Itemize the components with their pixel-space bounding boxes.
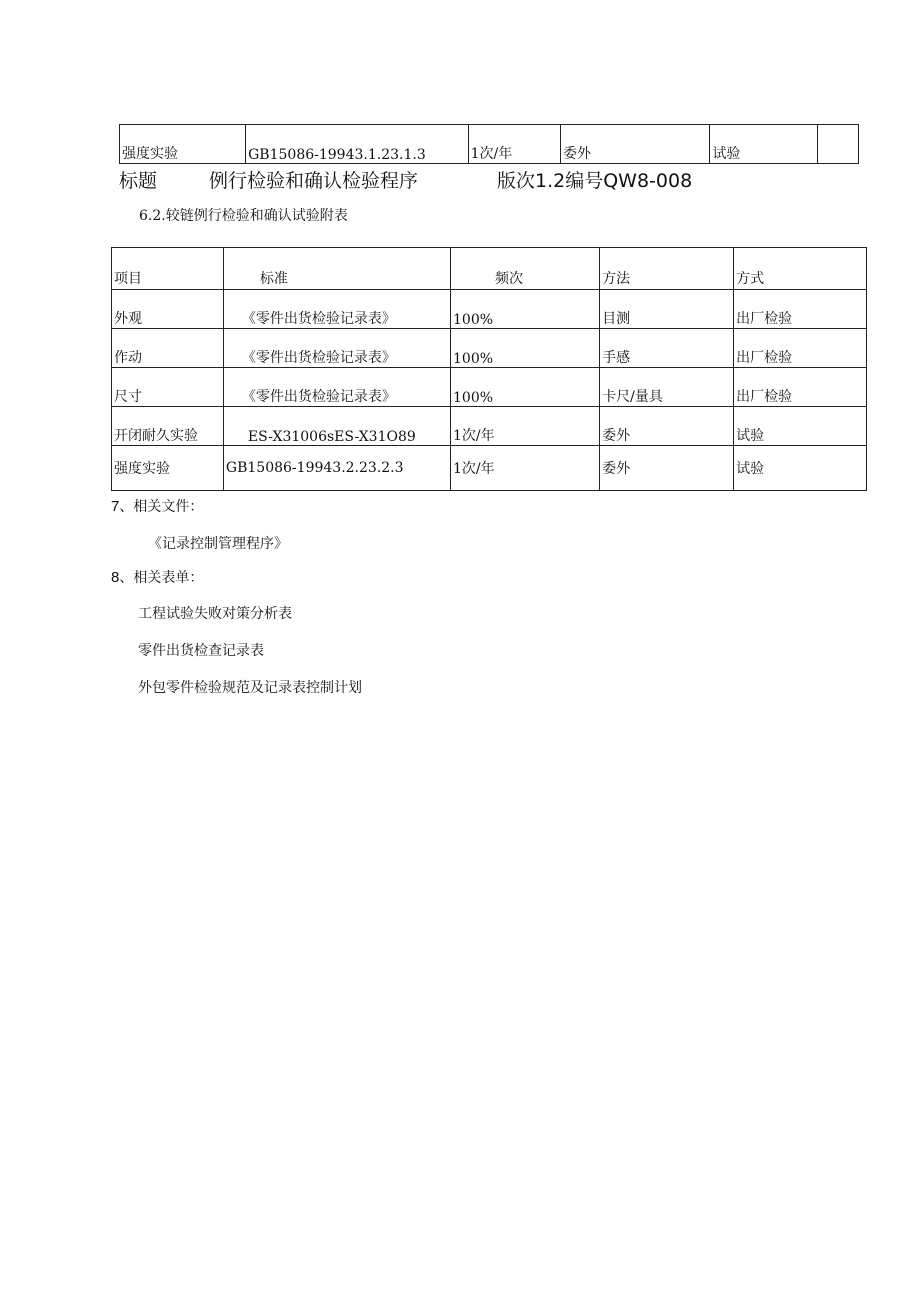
cell-empty bbox=[818, 125, 859, 164]
table-row bbox=[112, 290, 867, 329]
cell-frequency: 1次/年 bbox=[451, 407, 600, 446]
section-8-label: 、相关表单： bbox=[119, 570, 204, 586]
section-7-heading bbox=[111, 496, 203, 516]
section-8-number: 8 bbox=[111, 569, 120, 586]
inspection-table bbox=[111, 247, 867, 491]
cell-standard: ES-X31006sES-X31O89 bbox=[223, 407, 450, 446]
cell-standard: GB15086-19943.1.23.1.3 bbox=[246, 125, 468, 164]
related-document-item: 《记录控制管理程序》 bbox=[148, 536, 288, 552]
section-7-number: 7 bbox=[111, 498, 120, 515]
cell-item: 开闭耐久实验 bbox=[112, 407, 224, 446]
section-6-2-heading: 6.2.较链例行检验和确认试验附表 bbox=[139, 208, 348, 224]
table-row bbox=[112, 368, 867, 407]
cell-item: 强度实验 bbox=[120, 125, 246, 164]
cell-frequency: 100% bbox=[451, 290, 600, 329]
header-item: 项目 bbox=[112, 248, 224, 290]
cell-frequency: 100% bbox=[451, 329, 600, 368]
cell-standard: GB15086-19943.2.23.2.3 bbox=[223, 446, 450, 491]
table-row bbox=[120, 125, 859, 164]
cell-method: 委外 bbox=[600, 407, 734, 446]
cell-method: 委外 bbox=[560, 125, 709, 164]
cell-standard: 《零件出货检验记录表》 bbox=[223, 290, 450, 329]
cell-mode: 试验 bbox=[710, 125, 818, 164]
related-form-item: 零件出货检查记录表 bbox=[138, 643, 264, 659]
table-row bbox=[112, 446, 867, 491]
cell-frequency: 1次/年 bbox=[468, 125, 560, 164]
table-row bbox=[112, 329, 867, 368]
table-header-row bbox=[112, 248, 867, 290]
cell-mode: 出厂检验 bbox=[734, 368, 867, 407]
version-and-code: 版次1.2编号QW8-008 bbox=[497, 170, 693, 192]
cell-mode: 出厂检验 bbox=[734, 290, 867, 329]
cell-item: 外观 bbox=[112, 290, 224, 329]
header-standard: 标准 bbox=[223, 248, 450, 290]
cell-frequency: 1次/年 bbox=[451, 446, 600, 491]
cell-mode: 出厂检验 bbox=[734, 329, 867, 368]
related-form-item: 工程试验失败对策分析表 bbox=[138, 606, 292, 622]
cell-item: 作动 bbox=[112, 329, 224, 368]
cell-item: 尺寸 bbox=[112, 368, 224, 407]
cell-frequency: 100% bbox=[451, 368, 600, 407]
cell-method: 目测 bbox=[600, 290, 734, 329]
cell-item: 强度实验 bbox=[112, 446, 224, 491]
section-8-heading bbox=[111, 567, 203, 587]
cell-method: 卡尺/量具 bbox=[600, 368, 734, 407]
title-label: 标题 bbox=[119, 170, 158, 192]
cell-method: 委外 bbox=[600, 446, 734, 491]
section-7-label: 、相关文件： bbox=[119, 499, 204, 515]
cell-mode: 试验 bbox=[734, 446, 867, 491]
cell-mode: 试验 bbox=[734, 407, 867, 446]
header-method: 方法 bbox=[600, 248, 734, 290]
table-row bbox=[112, 407, 867, 446]
header-mode: 方式 bbox=[734, 248, 867, 290]
related-form-item: 外包零件检验规范及记录表控制计划 bbox=[138, 680, 362, 696]
top-continuation-table bbox=[119, 124, 859, 164]
document-name: 例行检验和确认检验程序 bbox=[209, 170, 419, 192]
cell-standard: 《零件出货检验记录表》 bbox=[223, 329, 450, 368]
cell-method: 手感 bbox=[600, 329, 734, 368]
cell-standard: 《零件出货检验记录表》 bbox=[223, 368, 450, 407]
header-frequency: 频次 bbox=[451, 248, 600, 290]
